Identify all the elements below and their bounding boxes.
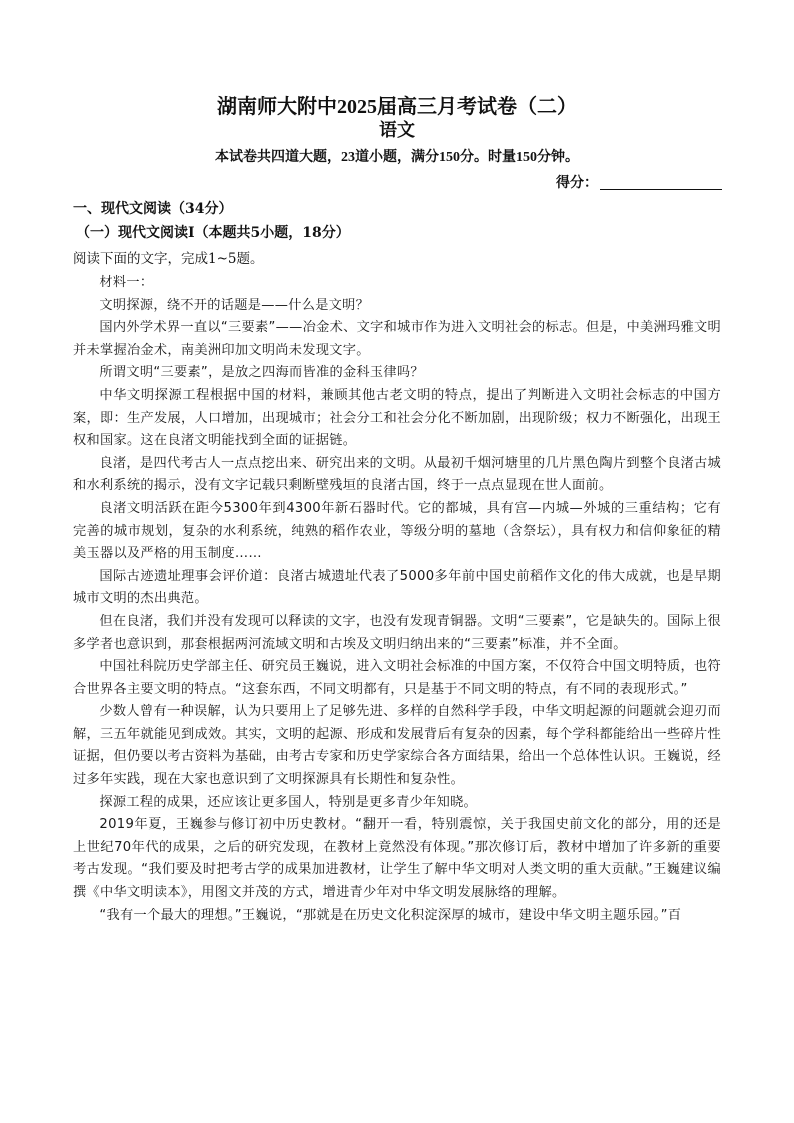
- exam-title: 湖南师大附中2025届高三月考试卷（二）: [217, 96, 577, 118]
- paragraph: 所谓文明“三要素”，是放之四海而皆准的金科玉律吗？: [99, 365, 424, 381]
- paragraph: 国际古迹遗址理事会评价道：良渚古城遗址代表了5000多年前中国史前稻作文化的伟大成就，也是早期城市文明的杰出典范。: [73, 568, 721, 607]
- section-heading: 一、现代文阅读（34分）: [73, 201, 233, 217]
- score-field: [0, 172, 722, 192]
- score-label: 得分：: [556, 175, 598, 191]
- paragraph: 2019年夏，王巍参与修订初中历史教材。“翻开一看，特别震惊，关于我国史前文化的部分，用的还是上世纪70年代的成果，之后的研究发现，在教材上竟然没有体现。”那次修订后，教材中增加了许多新的重要考古发现。“我们要及时把考古学的成果加进教材，让学生了解中华文明对人类文明的重大贡献。”王巍建议编撰《中华文明读本》，用图文并茂的方式，增进青少年对中华文明发展脉络的理解。: [73, 817, 721, 901]
- paragraph: “我有一个最大的理想。”王巍说，“那就是在历史文化积淀深厚的城市，建设中华文明主题乐园。”百: [99, 907, 682, 923]
- subject-title: 语文: [379, 120, 415, 140]
- paragraph: 中华文明探源工程根据中国的材料，兼顾其他古老文明的特点，提出了判断进入文明社会标志的中国方案，即：生产发展，人口增加，出现城市；社会分工和社会分化不断加剧，出现阶级；权力不断强化，出现王权和国家。这在良渚文明能找到全面的证据链。: [73, 387, 721, 449]
- paragraph: 良渚，是四代考古人一点点挖出来、研究出来的文明。从最初千烟河塘里的几片黑色陶片到整个良渚古城和水利系统的揭示，没有文字记载只剩断壁残垣的良渚古国，终于一点点显现在世人面前。: [73, 455, 721, 494]
- paragraph: 文明探源，绕不开的话题是——什么是文明？: [99, 297, 370, 313]
- subsection-heading: （一）现代文阅读Ⅰ（本题共5小题，18分）: [76, 225, 350, 241]
- paragraph: 少数人曾有一种误解，认为只要用上了足够先进、多样的自然科学手段，中华文明起源的问题就会迎刃而解，三五年就能见到成效。其实，文明的起源、形成和发展背后有复杂的因素，每个学科都能给出一些碎片性证据，但仍要以考古资料为基础，由考古专家和历史学家综合各方面结果，给出一个总体性认识。王巍说，经过多年实践，现在大家也意识到了文明探源具有长期性和复杂性。: [73, 704, 721, 788]
- reading-passage: [73, 272, 721, 927]
- exam-info: 本试卷共四道大题，23道小题，满分150分。时量150分钟。: [215, 150, 579, 165]
- paragraph: 良渚文明活跃在距今5300年到4300年新石器时代。它的都城，具有宫—内城—外城的三重结构；它有完善的城市规划，复杂的水利系统，纯熟的稻作农业，等级分明的墓地（含祭坛），具有权力和信仰象征的精美玉器以及严格的用玉制度……: [73, 500, 721, 562]
- paragraph: 但在良渚，我们并没有发现可以释读的文字，也没有发现青铜器。文明“三要素”，它是缺失的。国际上很多学者也意识到，那套根据两河流域文明和古埃及文明归纳出来的“三要素”标准，并不全面。: [73, 613, 721, 652]
- score-blank-line[interactable]: [600, 188, 722, 190]
- paragraph: 材料一：: [99, 275, 154, 290]
- paragraph: 中国社科院历史学部主任、研究员王巍说，进入文明社会标准的中国方案，不仅符合中国文明特质，也符合世界各主要文明的特点。“这套东西，不同文明都有，只是基于不同文明的特点，有不同的表现形式。”: [73, 659, 721, 697]
- paragraph: 探源工程的成果，还应该让更多国人，特别是更多青少年知晓。: [99, 794, 478, 810]
- reading-instruction: 阅读下面的文字，完成1~5题。: [73, 251, 264, 267]
- paragraph: 国内外学术界一直以“三要素”——冶金术、文字和城市作为进入文明社会的标志。但是，中美洲玛雅文明并未掌握冶金术，南美洲印加文明尚未发现文字。: [73, 320, 721, 358]
